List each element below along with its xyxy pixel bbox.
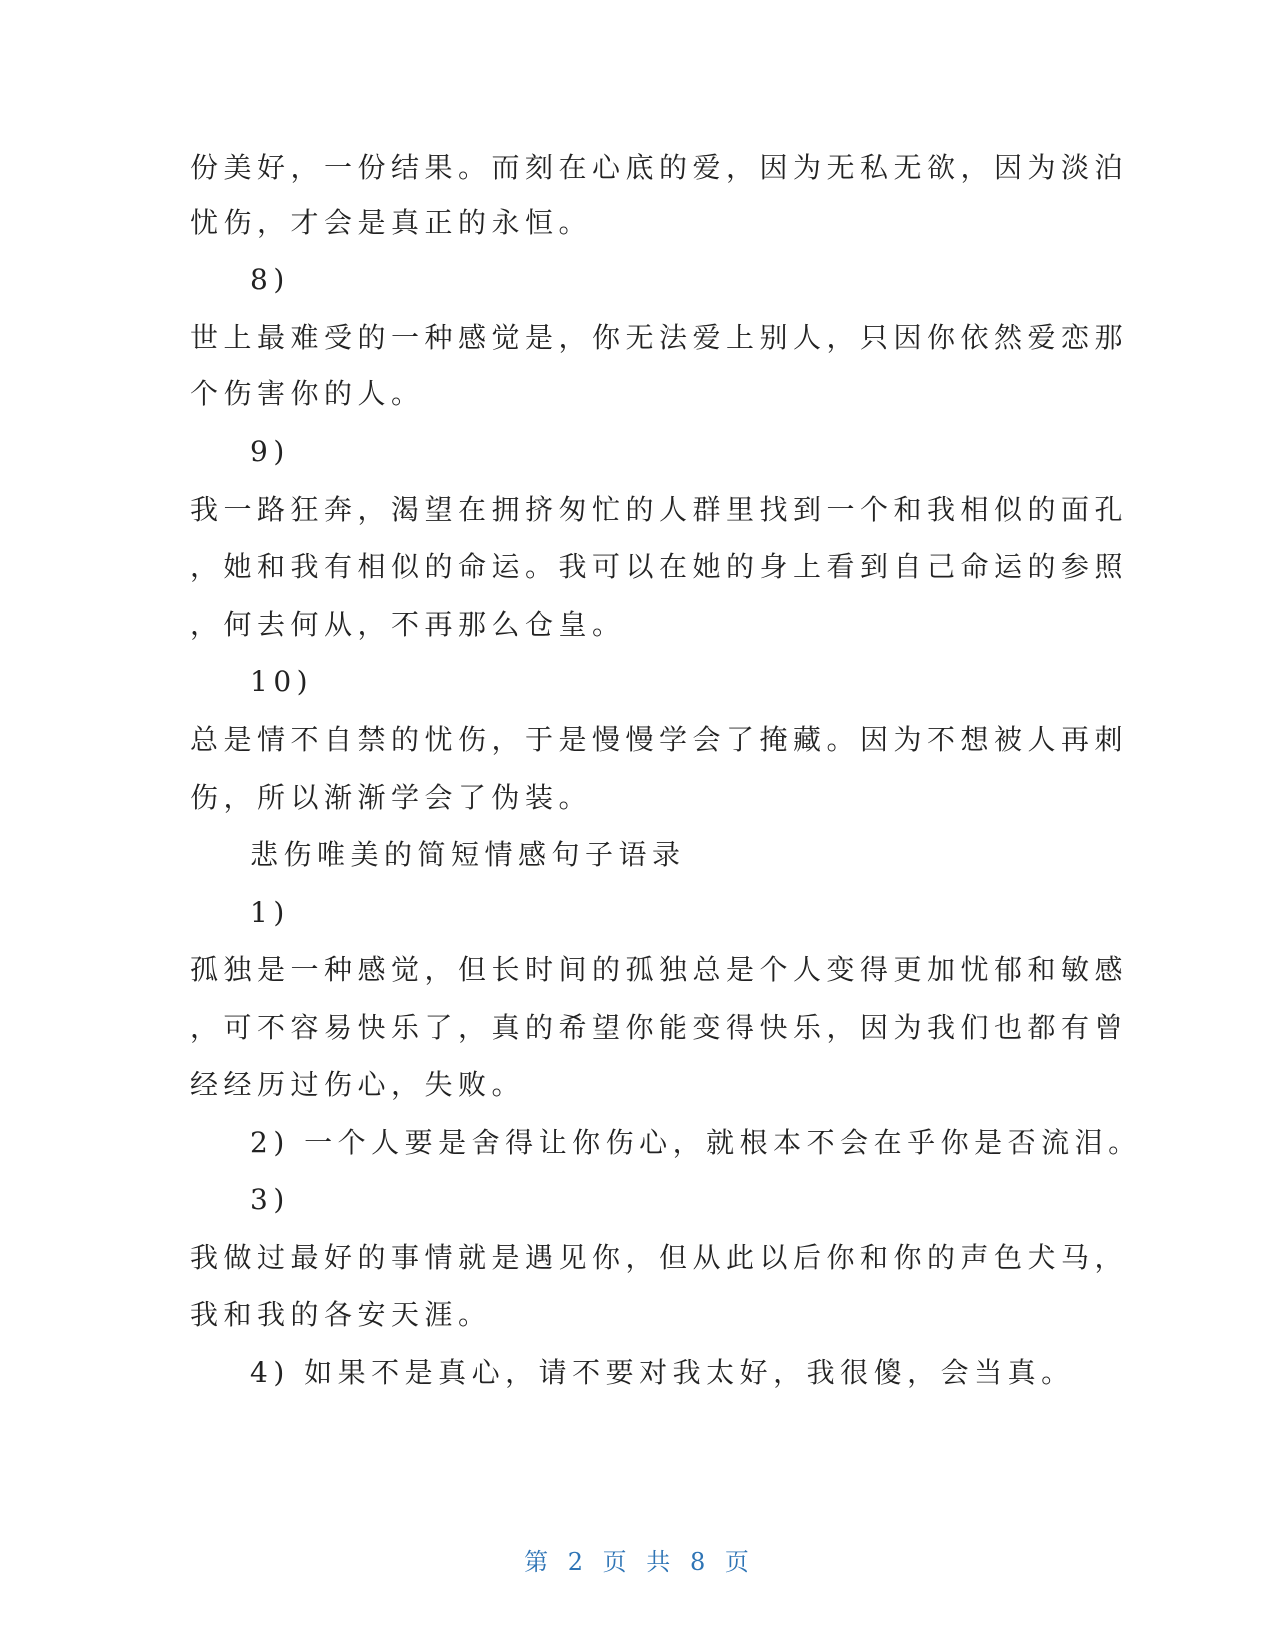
body-text-line: 经经历过伤心，失败。 xyxy=(190,1068,526,1101)
body-text-line: 忧伤，才会是真正的永恒。 xyxy=(190,206,593,239)
list-number: 3) xyxy=(250,1183,290,1216)
list-number: 8) xyxy=(250,263,290,296)
section-heading: 悲伤唯美的简短情感句子语录 xyxy=(250,838,686,871)
body-text-line: 总是情不自禁的忧伤，于是慢慢学会了掩藏。因为不想被人再刺 xyxy=(190,723,1129,756)
body-text-line: ，可不容易快乐了，真的希望你能变得快乐，因为我们也都有曾 xyxy=(190,1011,1129,1044)
body-text-line: 我做过最好的事情就是遇见你，但从此以后你和你的声色犬马， xyxy=(190,1241,1129,1274)
list-number: 1) xyxy=(250,896,290,929)
body-text-line: 份美好，一份结果。而刻在心底的爱，因为无私无欲，因为淡泊 xyxy=(190,151,1129,184)
list-number: 10) xyxy=(250,665,314,698)
body-text-line: 我一路狂奔，渴望在拥挤匆忙的人群里找到一个和我相似的面孔 xyxy=(190,493,1129,526)
page-number-footer: 第 2 页 共 8 页 xyxy=(524,1548,751,1576)
body-text-line: 我和我的各安天涯。 xyxy=(190,1298,492,1331)
body-text-line: 孤独是一种感觉，但长时间的孤独总是个人变得更加忧郁和敏感 xyxy=(190,953,1129,986)
list-item: 2) 一个人要是舍得让你伤心，就根本不会在乎你是否流泪。 xyxy=(250,1126,1142,1159)
body-text-line: ，何去何从，不再那么仓皇。 xyxy=(190,608,626,641)
body-text-line: ，她和我有相似的命运。我可以在她的身上看到自己命运的参照 xyxy=(190,550,1129,583)
body-text-line: 世上最难受的一种感觉是，你无法爱上别人，只因你依然爱恋那 xyxy=(190,321,1129,354)
body-text-line: 个伤害你的人。 xyxy=(190,377,425,410)
list-item: 4) 如果不是真心，请不要对我太好，我很傻，会当真。 xyxy=(250,1356,1075,1389)
list-number: 9) xyxy=(250,435,290,468)
body-text-line: 伤，所以渐渐学会了伪装。 xyxy=(190,781,593,814)
